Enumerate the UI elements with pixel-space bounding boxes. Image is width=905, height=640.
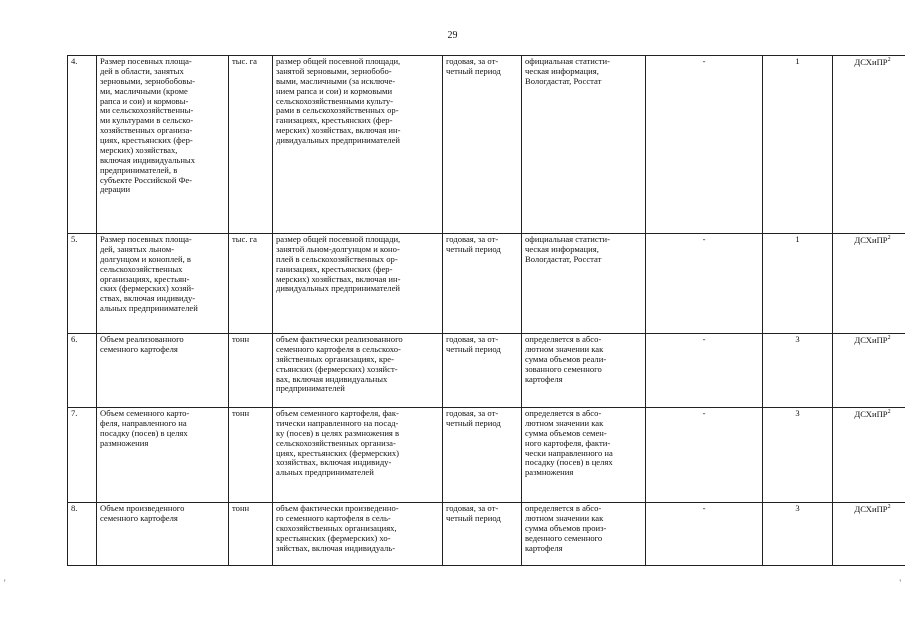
empty-value-dash: - — [646, 234, 763, 334]
indicator-definition: объем фактически реализованного семенного картофеля в сельскохо- зяйственных организациях, кре- стьянских (фермерских) хозяйст- вах, включая индивидуальных предпринимателей — [273, 334, 443, 408]
empty-value-dash: - — [646, 408, 763, 503]
table-row — [68, 234, 905, 334]
right-margin-mark: ' — [899, 578, 901, 588]
left-margin-mark: ' — [4, 578, 6, 588]
department-code: ДСХиПР — [854, 334, 888, 345]
indicator-definition: размер общей посевной площади, занятой льном-долгунцом и коно- плей в сельскохозяйственных ор- ганизациях, крестьянских (фер- мерских) хозяйствах, включая ин- дивидуальных предпринимателей — [273, 234, 443, 334]
footnote-marker: 2 — [887, 409, 891, 415]
data-source: определяется в абсо- лютном значении как сумма объемов произ- веденного семенного картофеля — [522, 503, 646, 566]
indicator-definition: объем семенного картофеля, фак- тически направленного на посад- ку (посев) в целях размножения в сельскохозяйственных организа- циях, крестьянских (фермерских) хозяйствах, включая индивиду- альных предпринимателей — [273, 408, 443, 503]
indicator-name: Объем произведенного семенного картофеля — [97, 503, 229, 566]
unit-of-measure: тонн — [229, 334, 273, 408]
row-number: 8. — [68, 503, 97, 566]
table-row — [68, 56, 905, 234]
data-source: официальная статисти- ческая информация, Вологдастат, Росстат — [522, 56, 646, 234]
indicator-definition: объем фактически произведенно- го семенного картофеля в сель- скохозяйственных организациях, крестьянских (фермерских) хо- зяйствах, включая индивидуаль- — [273, 503, 443, 566]
reporting-period: годовая, за от- четный период — [443, 234, 522, 334]
indicator-name: Размер посевных площа- дей в области, занятых зерновыми, зернобобовы- ми, масличными (кроме рапса и сои) и кормовы- ми сельскохозяйственны- ми культурами в сельско- хозяйственных организа- циях, крестьянских (фер- мерских) хозяйствах, включая индивидуальных предпринимателей, в субъекте Российской Фе- дерации — [97, 56, 229, 234]
department-code: ДСХиПР — [854, 234, 888, 245]
responsible-department — [833, 334, 905, 408]
footnote-marker: 2 — [887, 57, 891, 63]
table-body — [68, 56, 905, 566]
empty-value-dash: - — [646, 503, 763, 566]
data-source: официальная статисти- ческая информация, Вологдастат, Росстат — [522, 234, 646, 334]
footnote-marker: 2 — [887, 235, 891, 241]
unit-of-measure: тонн — [229, 408, 273, 503]
footnote-marker: 2 — [887, 504, 891, 510]
data-source: определяется в абсо- лютном значении как сумма объемов реали- зованного семенного картофеля — [522, 334, 646, 408]
responsible-department — [833, 503, 905, 566]
unit-of-measure: тыс. га — [229, 234, 273, 334]
row-number: 7. — [68, 408, 97, 503]
responsible-department — [833, 56, 905, 234]
indicator-table — [67, 55, 905, 566]
row-number: 6. — [68, 334, 97, 408]
indicator-name: Объем реализованного семенного картофеля — [97, 334, 229, 408]
table-row — [68, 503, 905, 566]
level-value: 3 — [763, 408, 833, 503]
department-code: ДСХиПР — [854, 503, 888, 514]
table-row — [68, 408, 905, 503]
indicator-name: Объем семенного карто- феля, направленного на посадку (посев) в целях размножения — [97, 408, 229, 503]
reporting-period: годовая, за от- четный период — [443, 334, 522, 408]
reporting-period: годовая, за от- четный период — [443, 408, 522, 503]
indicator-name: Размер посевных площа- дей, занятых льном- долгунцом и коноплей, в сельскохозяйственных организациях, крестьян- ских (фермерских) хозяй- ствах, включая индивиду- альных предпринимателей — [97, 234, 229, 334]
row-number: 4. — [68, 56, 97, 234]
unit-of-measure: тыс. га — [229, 56, 273, 234]
empty-value-dash: - — [646, 56, 763, 234]
indicator-definition: размер общей посевной площади, занятой зерновыми, зернобобо- выми, масличными (за исключе- нием рапса и сои) и кормовыми сельскохозяйственными культу- рами в сельскохозяйственных ор- ганизациях, крестьянских (фер- мерских) хозяйствах, включая ин- дивидуальных предпринимателей — [273, 56, 443, 234]
department-code: ДСХиПР — [854, 408, 888, 419]
level-value: 1 — [763, 56, 833, 234]
department-code: ДСХиПР — [854, 56, 888, 67]
row-number: 5. — [68, 234, 97, 334]
data-source: определяется в абсо- лютном значении как сумма объемов семен- ного картофеля, факти- чески направленного на посадку (посев) в целях размножения — [522, 408, 646, 503]
level-value: 3 — [763, 503, 833, 566]
responsible-department — [833, 408, 905, 503]
reporting-period: годовая, за от- четный период — [443, 503, 522, 566]
responsible-department — [833, 234, 905, 334]
unit-of-measure: тонн — [229, 503, 273, 566]
footnote-marker: 2 — [887, 335, 891, 341]
reporting-period: годовая, за от- четный период — [443, 56, 522, 234]
level-value: 1 — [763, 234, 833, 334]
level-value: 3 — [763, 334, 833, 408]
page-number: 29 — [447, 30, 458, 41]
empty-value-dash: - — [646, 334, 763, 408]
table-row — [68, 334, 905, 408]
